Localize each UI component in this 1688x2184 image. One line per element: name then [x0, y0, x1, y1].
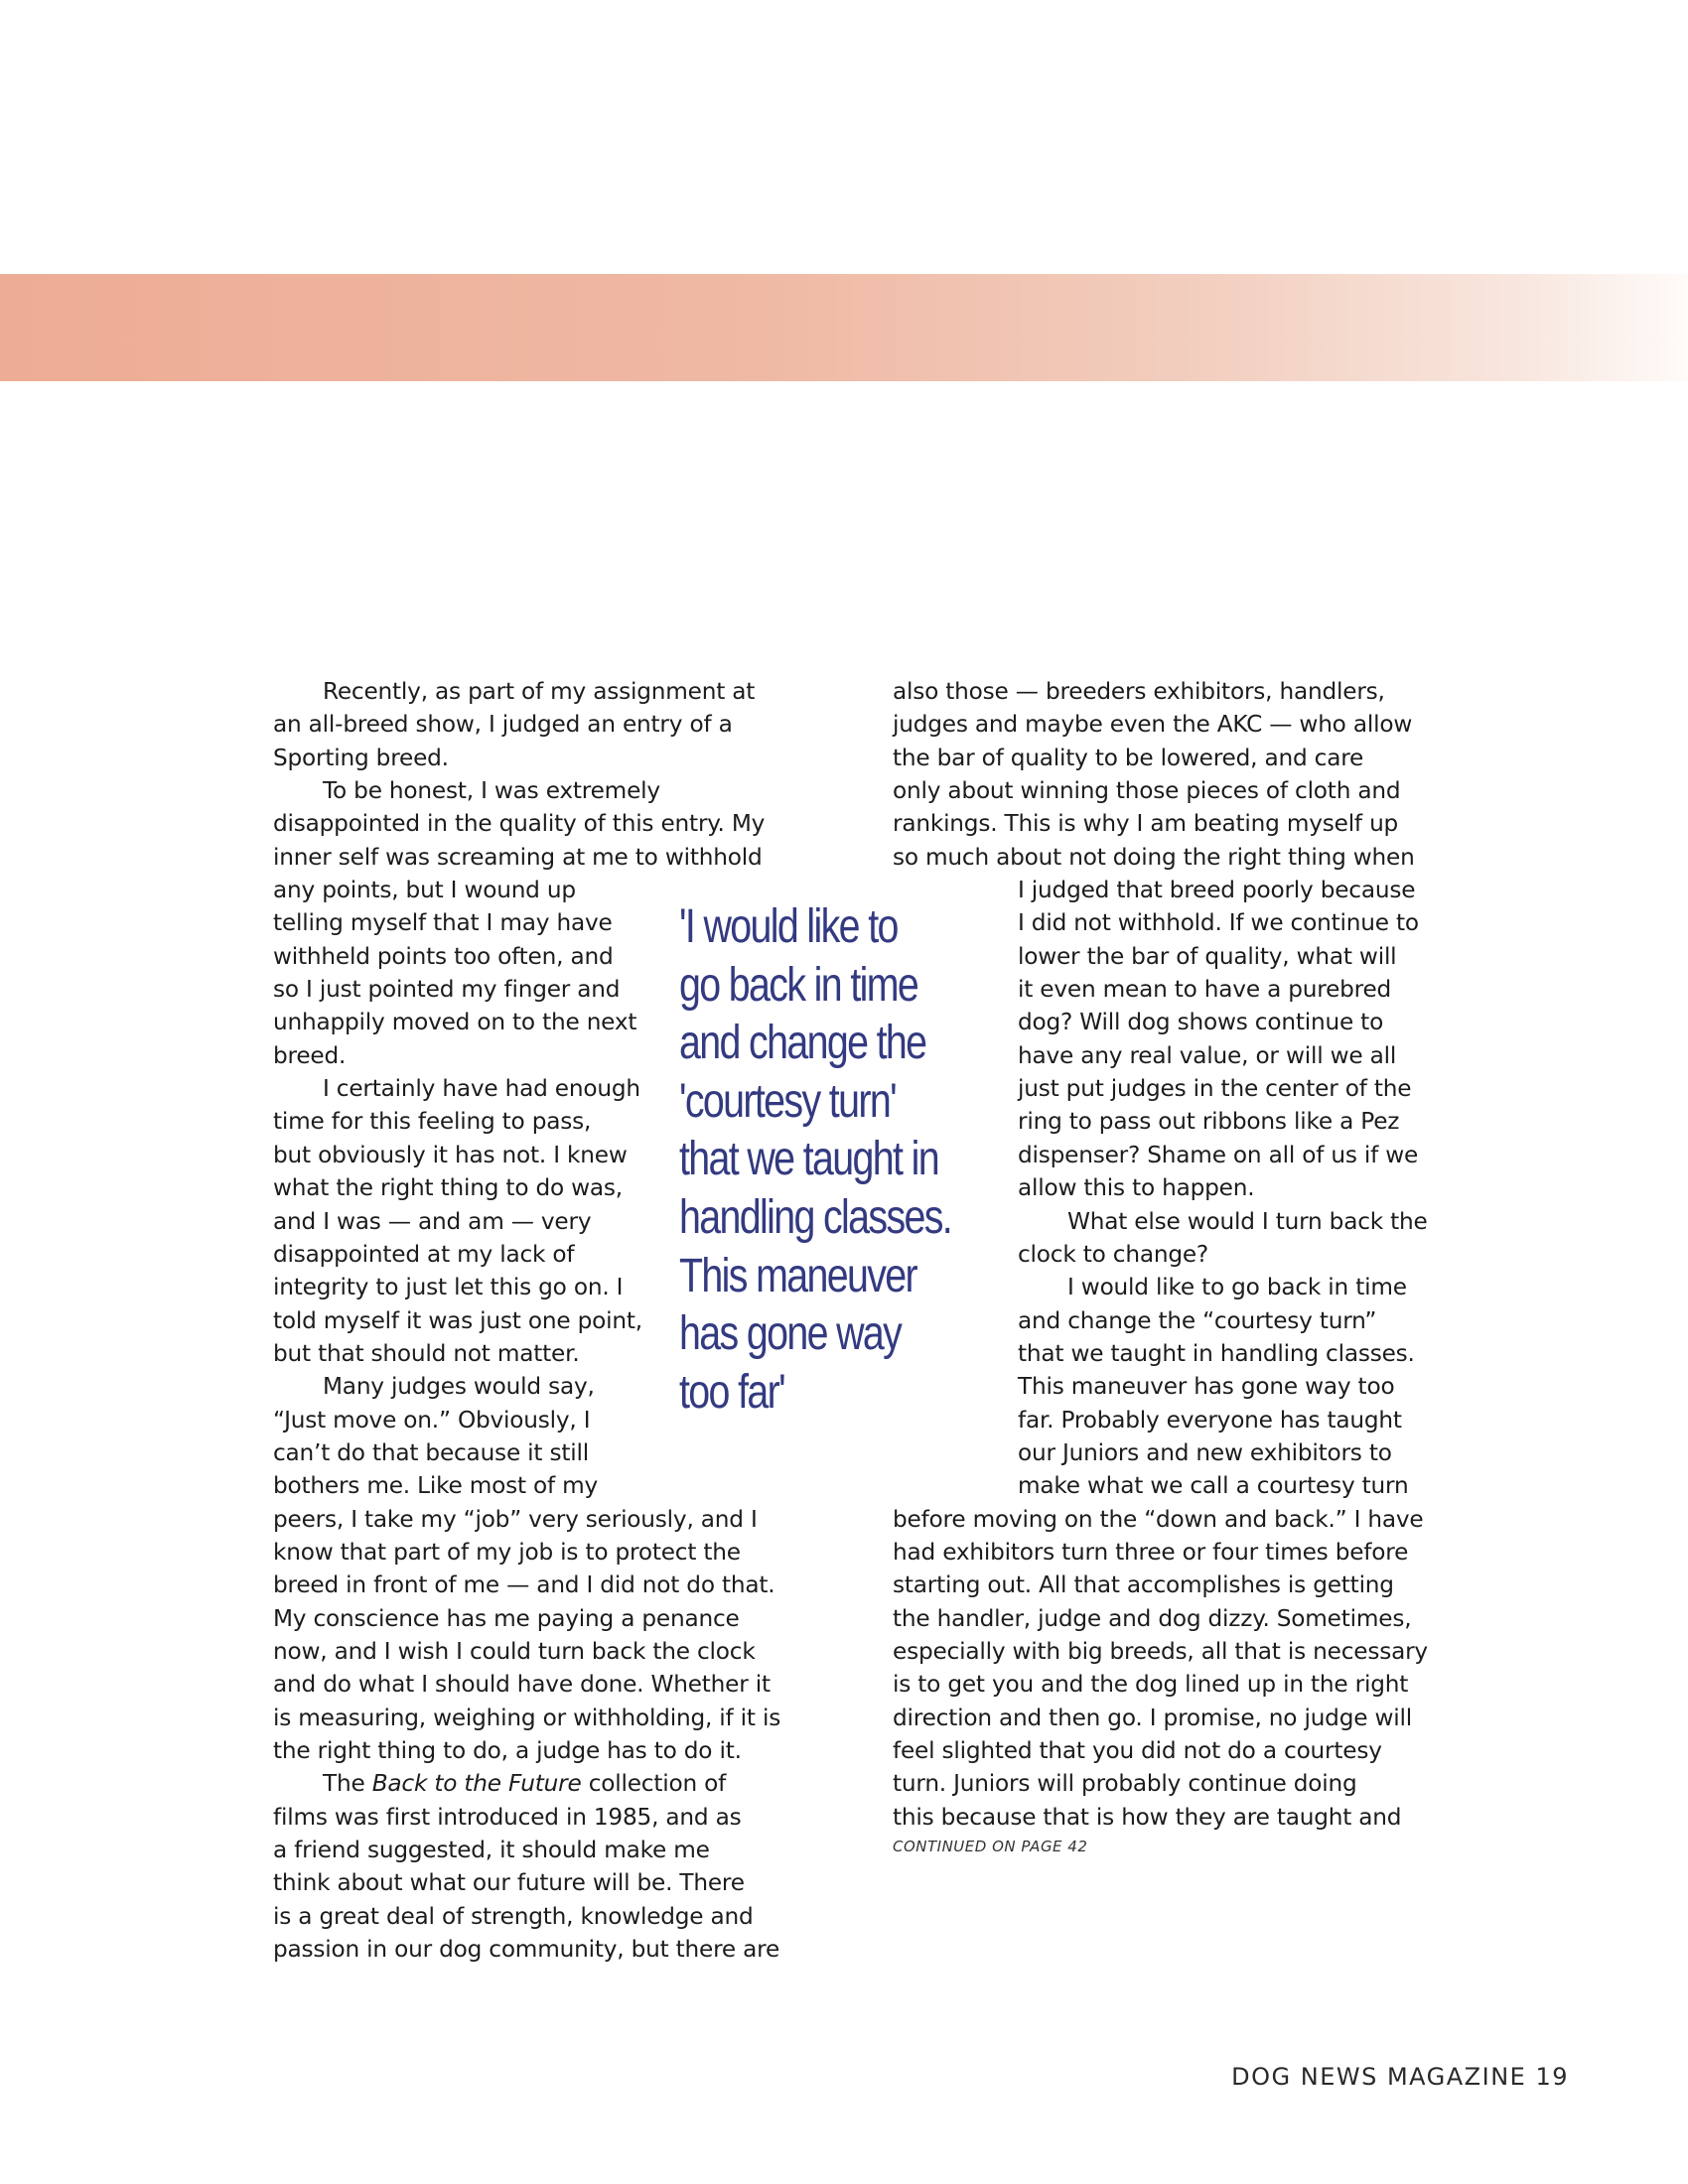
paragraph-line: To be honest, I was extremely: [323, 777, 660, 805]
paragraph-line: is to get you and the dog lined up in the right: [893, 1671, 1409, 1699]
paragraph-line: just put judges in the center of the: [1018, 1075, 1412, 1103]
paragraph-line: films was first introduced in 1985, and as: [273, 1803, 742, 1831]
paragraph-line: What else would I turn back the: [1067, 1207, 1428, 1235]
pull-quote-line: that we taught in: [679, 1133, 938, 1186]
paragraph-line: make what we call a courtesy turn: [1018, 1472, 1409, 1500]
paragraph-line: before moving on the “down and back.” I have: [893, 1505, 1424, 1533]
paragraph-line: also those — breeders exhibitors, handlers,: [893, 678, 1385, 705]
paragraph-line: ring to pass out ribbons like a Pez: [1018, 1108, 1400, 1136]
pull-quote-line: 'courtesy turn': [679, 1074, 896, 1128]
paragraph-line: dog? Will dog shows continue to: [1018, 1009, 1384, 1036]
pull-quote-line: and change the: [679, 1017, 926, 1070]
paragraph-line: disappointed at my lack of: [273, 1240, 575, 1268]
paragraph-line: know that part of my job is to protect the: [273, 1538, 741, 1566]
paragraph-line: especially with big breeds, all that is necessary: [893, 1637, 1428, 1665]
paragraph-line: allow this to happen.: [1018, 1174, 1255, 1202]
paragraph-line: can’t do that because it still: [273, 1438, 589, 1466]
paragraph-line: so I just pointed my finger and: [273, 976, 621, 1004]
film-title: Back to the Future: [371, 1770, 582, 1798]
continued-on-page-note: CONTINUED ON PAGE 42: [893, 1838, 1088, 1855]
paragraph-line: told myself it was just one point,: [273, 1306, 642, 1334]
paragraph-line: “Just move on.” Obviously, I: [273, 1406, 591, 1433]
pull-quote-line: go back in time: [679, 958, 918, 1012]
pull-quote-line: has gone way: [679, 1307, 902, 1361]
paragraph-line: Many judges would say,: [323, 1373, 595, 1401]
paragraph-line: inner self was screaming at me to withhold: [273, 843, 763, 871]
pull-quote-line: 'I would like to: [679, 900, 898, 953]
paragraph-line: Sporting breed.: [273, 744, 449, 771]
paragraph-line: now, and I wish I could turn back the clock: [273, 1637, 756, 1665]
paragraph-line: integrity to just let this go on. I: [273, 1274, 624, 1301]
paragraph-line: bothers me. Like most of my: [273, 1472, 599, 1500]
paragraph-line: This maneuver has gone way too: [1018, 1373, 1395, 1401]
paragraph-line: rankings. This is why I am beating myself up: [893, 810, 1399, 838]
paragraph-line: I did not withhold. If we continue to: [1018, 909, 1419, 937]
paragraph-line: I judged that breed poorly because: [1018, 877, 1416, 904]
paragraph-line: that we taught in handling classes.: [1018, 1339, 1415, 1367]
paragraph-line: any points, but I wound up: [273, 877, 576, 904]
page-folio: DOG NEWS MAGAZINE 19: [1231, 2063, 1569, 2091]
paragraph-line: disappointed in the quality of this entry. My: [273, 810, 766, 838]
paragraph-line: clock to change?: [1018, 1240, 1209, 1268]
paragraph-line: our Juniors and new exhibitors to: [1018, 1438, 1392, 1466]
paragraph-line: passion in our dog community, but there are: [273, 1936, 780, 1964]
paragraph-line: peers, I take my “job” very seriously, and I: [273, 1505, 758, 1533]
paragraph-line: the handler, judge and dog dizzy. Sometimes,: [893, 1604, 1412, 1632]
paragraph-line: have any real value, or will we all: [1018, 1041, 1397, 1069]
paragraph-line: an all-breed show, I judged an entry of a: [273, 711, 733, 739]
paragraph-line: time for this feeling to pass,: [273, 1108, 592, 1136]
paragraph-line: think about what our future will be. There: [273, 1869, 745, 1897]
paragraph-line: Recently, as part of my assignment at: [323, 678, 756, 705]
paragraph-line: and change the “courtesy turn”: [1018, 1306, 1377, 1334]
paragraph-line: unhappily moved on to the next: [273, 1009, 637, 1036]
paragraph-line: dispenser? Shame on all of us if we: [1018, 1141, 1419, 1168]
paragraph-line: a friend suggested, it should make me: [273, 1837, 710, 1864]
paragraph-line: breed in front of me — and I did not do that.: [273, 1571, 775, 1599]
article-right-column: [893, 675, 1449, 1834]
paragraph-line: My conscience has me paying a penance: [273, 1604, 740, 1632]
paragraph-line: so much about not doing the right thing when: [893, 843, 1415, 871]
paragraph-line: and do what I should have done. Whether it: [273, 1671, 771, 1699]
paragraph-line: judges and maybe even the AKC — who allow: [893, 711, 1413, 739]
paragraph-line: breed.: [273, 1041, 347, 1069]
header-color-band: [0, 274, 1688, 381]
paragraph-line: this because that is how they are taught and: [893, 1803, 1402, 1831]
text-run: The: [323, 1770, 372, 1798]
paragraph-line: the bar of quality to be lowered, and care: [893, 744, 1364, 771]
paragraph-line: but obviously it has not. I knew: [273, 1141, 628, 1168]
pull-quote-line: too far': [679, 1365, 784, 1419]
text-run: collection of: [581, 1770, 727, 1798]
paragraph-line-film-title: [273, 1767, 809, 1800]
paragraph-line: is measuring, weighing or withholding, if it is: [273, 1704, 781, 1731]
pull-quote-line: handling classes.: [679, 1190, 952, 1244]
paragraph-line: and I was — and am — very: [273, 1207, 592, 1235]
pull-quote: [679, 898, 952, 1422]
paragraph-line: feel slighted that you did not do a courtesy: [893, 1737, 1382, 1764]
paragraph-line: but that should not matter.: [273, 1339, 580, 1367]
pull-quote-line: This maneuver: [679, 1249, 917, 1302]
paragraph-line: I would like to go back in time: [1067, 1274, 1407, 1301]
paragraph-line: starting out. All that accomplishes is getting: [893, 1571, 1394, 1599]
paragraph-line: lower the bar of quality, what will: [1018, 942, 1397, 970]
paragraph-line: direction and then go. I promise, no judge will: [893, 1704, 1412, 1731]
paragraph-line: far. Probably everyone has taught: [1018, 1406, 1402, 1433]
paragraph-line: what the right thing to do was,: [273, 1174, 623, 1202]
paragraph-line: telling myself that I may have: [273, 909, 613, 937]
paragraph-line: turn. Juniors will probably continue doing: [893, 1770, 1357, 1798]
paragraph-line: had exhibitors turn three or four times before: [893, 1538, 1409, 1566]
paragraph-line: I certainly have had enough: [323, 1075, 640, 1103]
paragraph-line: the right thing to do, a judge has to do it.: [273, 1737, 742, 1764]
paragraph-line: is a great deal of strength, knowledge and: [273, 1902, 754, 1930]
paragraph-line: only about winning those pieces of cloth and: [893, 777, 1401, 805]
paragraph-line: it even mean to have a purebred: [1018, 976, 1392, 1004]
paragraph-line: withheld points too often, and: [273, 942, 614, 970]
